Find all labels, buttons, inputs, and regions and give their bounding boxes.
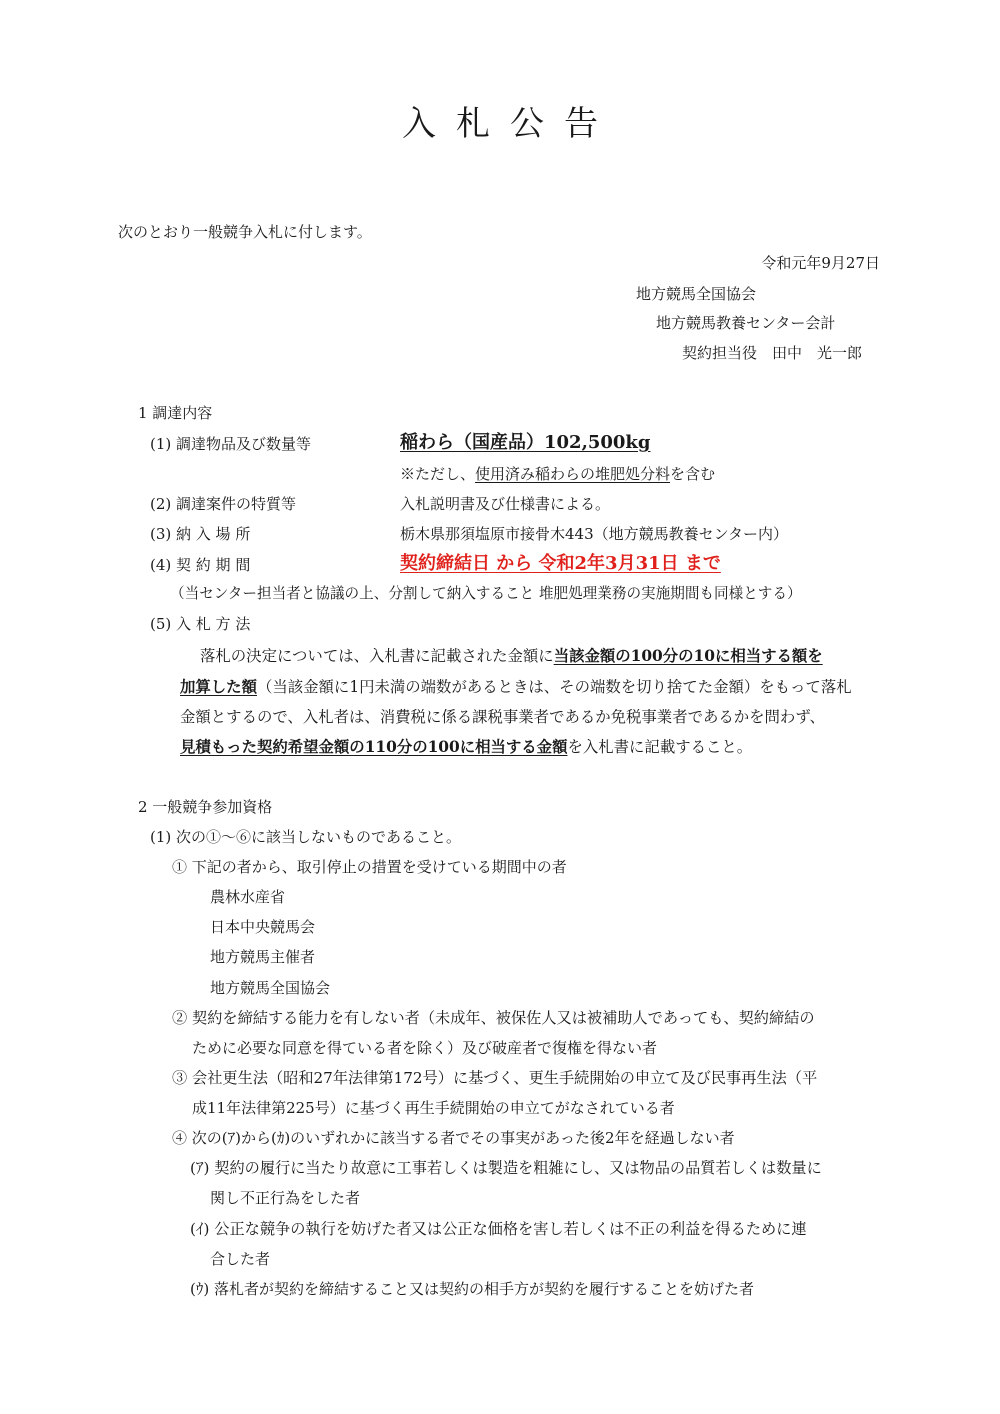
item-2-label: (2) 調達案件の特質等 [150,495,297,513]
item-1-note [400,464,715,484]
criterion-1-entity-2: 日本中央競馬会 [210,918,316,936]
criterion-4-i-line-1: (ｲ) 公正な競争の執行を妨げた者又は公正な価格を害し若しくは不正の利益を得るために連 [190,1220,807,1238]
item-5-paragraph-line-4 [180,737,752,757]
item-4-note: （当センター担当者と協議の上、分割して納入すること 堆肥処理業務の実施期間も同様とする） [170,585,802,602]
item-5-label: (5) 入 札 方 法 [150,615,251,633]
issuer-organization: 地方競馬全国協会 [636,285,757,303]
section-1-heading: 1 調達内容 [138,404,213,422]
item-5-text-b: （当該金額に1円未満の端数があるときは、その端数を切り捨てた金額）をもって落札 [256,678,852,696]
item-1-value: 稲わら（国産品）102,500kg [400,432,651,453]
item-1-note-underlined: 使用済み稲わらの堆肥処分料 [475,465,671,483]
item-5-paragraph-line-2 [180,677,852,697]
issue-date: 令和元年9月27日 [761,254,880,272]
criterion-4-i-line-2: 合した者 [210,1250,271,1268]
item-4-label: (4) 契 約 期 間 [150,556,251,574]
section-2-heading: 2 一般競争参加資格 [138,798,273,816]
item-5-text-c: を入札書に記載すること。 [567,738,753,756]
item-2-value: 入札説明書及び仕様書による。 [400,495,611,513]
criterion-1-entity-4: 地方競馬全国協会 [210,979,331,997]
item-1-note-suffix: を含む [670,465,716,483]
item-5-paragraph-line-3: 金額とするので、入札者は、消費税に係る課税事業者であるか免税事業者であるかを問わず、 [180,708,825,726]
criterion-4-a-line-1: (ｱ) 契約の履行に当たり故意に工事若しくは製造を粗雑にし、又は物品の品質若しくは数量に [190,1159,822,1177]
item-5-emphasis-a: 当該金額の100分の10に相当する額を [553,647,823,665]
item-5-text-a: 落札の決定については、入札書に記載された金額に [200,647,554,665]
item-1-note-prefix: ※ただし、 [400,465,476,483]
document-title: 入札公告 [402,104,618,144]
issuer-officer: 契約担当役 田中 光一郎 [682,344,863,362]
criterion-4-a-line-2: 関し不正行為をした者 [210,1189,361,1207]
criterion-1-entity-3: 地方競馬主催者 [210,948,316,966]
criterion-4: ④ 次の(ｱ)から(ｶ)のいずれかに該当する者でその事実があった後2年を経過しない者 [172,1129,735,1147]
intro-text: 次のとおり一般競争入札に付します。 [118,223,372,241]
criterion-2-line-1: ② 契約を締結する能力を有しない者（未成年、被保佐人又は被補助人であっても、契約締結の [172,1009,815,1027]
issuer-division: 地方競馬教養センター会計 [656,314,836,332]
item-3-label: (3) 納 入 場 所 [150,525,251,543]
criterion-1: ① 下記の者から、取引停止の措置を受けている期間中の者 [172,858,567,876]
item-5-emphasis-c: 見積もった契約希望金額の110分の100に相当する金額 [180,738,568,756]
section-2-sub-1: (1) 次の①～⑥に該当しないものであること。 [150,828,462,846]
item-3-value: 栃木県那須塩原市接骨木443（地方競馬教養センター内） [400,525,789,543]
criterion-2-line-2: ために必要な同意を得ている者を除く）及び破産者で復権を得ない者 [192,1039,658,1057]
item-4-value: 契約締結日 から 令和2年3月31日 まで [400,553,721,574]
criterion-4-u-line-1: (ｳ) 落札者が契約を締結すること又は契約の相手方が契約を履行することを妨げた者 [190,1280,754,1298]
criterion-3-line-1: ③ 会社更生法（昭和27年法律第172号）に基づく、更生手続開始の申立て及び民事再生法（平 [172,1069,818,1087]
criterion-1-entity-1: 農林水産省 [210,888,286,906]
item-5-emphasis-b: 加算した額 [180,678,257,696]
item-1-label: (1) 調達物品及び数量等 [150,435,312,453]
item-5-paragraph-line-1 [200,646,823,666]
criterion-3-line-2: 成11年法律第225号）に基づく再生手続開始の申立てがなされている者 [192,1099,675,1117]
